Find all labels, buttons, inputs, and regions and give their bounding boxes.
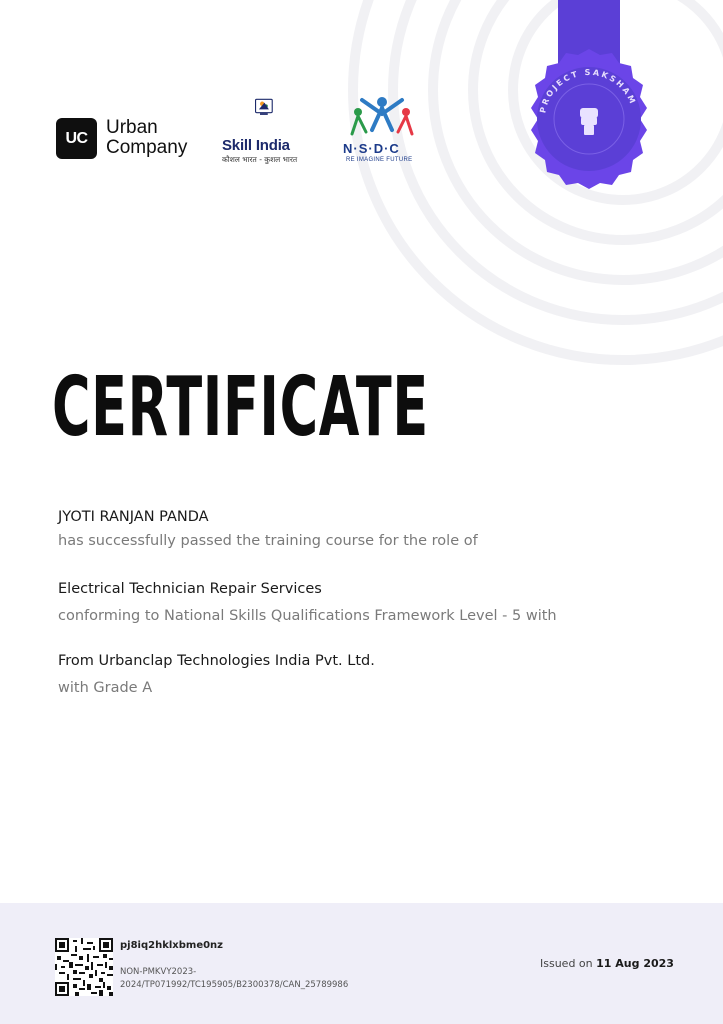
issued-date-value: 11 Aug 2023 [596,957,674,970]
nsdc-tagline: RE IMAGINE FUTURE [346,157,413,163]
urban-company-logo-mark [56,118,97,159]
issued-label: Issued on [540,957,593,970]
urban-company-logo-text [106,118,187,158]
urban-text: Urban [106,117,158,138]
skill-india-logo-icon [220,96,310,136]
skill-india-tagline: कौशल भारत - कुशल भारत [222,155,298,164]
nsdc-title: N·S·D·C [343,141,400,156]
uc-mark-text: UC [65,129,88,147]
reference-line-2: 2024/TP071992/TC195905/B2300378/CAN_25789986 [120,980,349,990]
certificate-title: CERTIFICATE [52,360,429,455]
certificate-reference [120,966,380,992]
reference-line-1: NON-PMKVY2023- [120,967,197,977]
project-saksham-badge [518,48,660,190]
company-text: Company [106,137,188,158]
certificate-code: pj8iq2hklxbme0nz [120,940,223,951]
course-role: Electrical Technician Repair Services [58,581,322,597]
skill-india-title: Skill India [222,137,290,154]
qr-code-icon[interactable] [55,938,113,996]
completion-statement: has successfully passed the training course for the role of [58,533,478,549]
grade: with Grade A [58,680,153,696]
issue-date [540,957,674,970]
badge-text: PROJECT SAKSHAM [538,67,638,114]
recipient-name: JYOTI RANJAN PANDA [58,509,209,525]
framework-statement: conforming to National Skills Qualifications Framework Level - 5 with [58,608,557,624]
issuing-organization: From Urbanclap Technologies India Pvt. Ltd. [58,653,375,669]
nsdc-logo-icon [342,94,422,140]
